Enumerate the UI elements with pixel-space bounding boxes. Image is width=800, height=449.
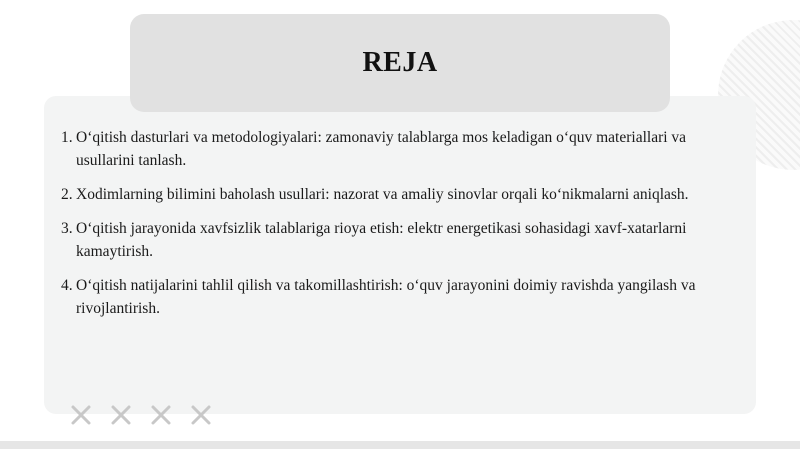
item-text: Xodimlarning bilimini baholash usullari: nazorat va amaliy sinovlar orqali ko‘nikmalarni aniqlash. xyxy=(76,186,689,203)
item-number: 1. xyxy=(61,129,73,146)
decorative-x-marks xyxy=(68,402,214,428)
list-item xyxy=(61,274,745,320)
x-mark-icon xyxy=(148,402,174,428)
list-item xyxy=(61,183,745,206)
item-text: O‘qitish dasturlari va metodologiyalari: zamonaviy talablarga mos keladigan o‘quv materiallari va usullarini tanlash. xyxy=(76,129,687,169)
plan-list xyxy=(61,126,745,331)
x-mark-icon xyxy=(68,402,94,428)
item-number: 3. xyxy=(61,220,73,237)
item-text: O‘qitish natijalarini tahlil qilish va takomillashtirish: o‘quv jarayonini doimiy ravishda yangilash va rivojlantirish. xyxy=(76,277,696,317)
list-item xyxy=(61,217,745,263)
item-number: 4. xyxy=(61,277,73,294)
item-text: O‘qitish jarayonida xavfsizlik talablariga rioya etish: elektr energetikasi sohasidagi xavf-xatarlarni kamaytirish. xyxy=(76,220,687,260)
x-mark-icon xyxy=(108,402,134,428)
x-mark-icon xyxy=(188,402,214,428)
title-banner xyxy=(130,14,670,112)
bottom-bar xyxy=(0,441,800,449)
slide-title: REJA xyxy=(362,47,438,78)
item-number: 2. xyxy=(61,186,73,203)
list-item xyxy=(61,126,745,172)
